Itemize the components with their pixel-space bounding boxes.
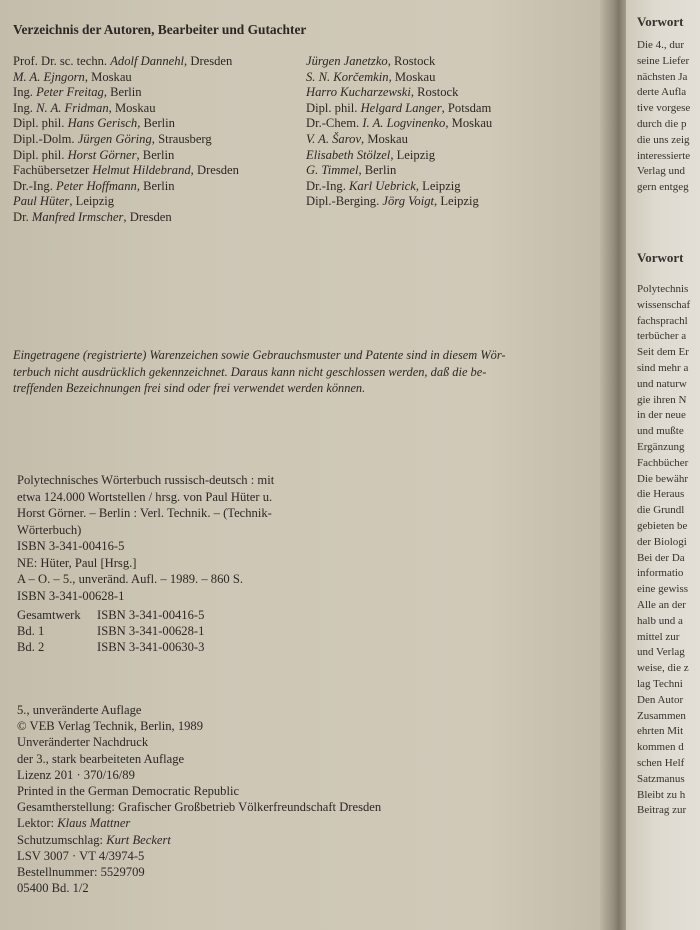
author-title: Dipl.-Berging. [306, 194, 383, 209]
author-title: Ing. [13, 100, 37, 115]
author-title: Dr.-Ing. [13, 178, 57, 193]
cip-line: ISBN 3-341-00416-5 [17, 539, 125, 553]
cip-line: Polytechnisches Wörterbuch russisch-deutsch : mit [17, 473, 275, 487]
author-title: Dr.-Chem. [306, 116, 363, 131]
author-title: Fachübersetzer [13, 163, 93, 178]
vorwort-title-2: Vorwort [637, 250, 684, 265]
vorwort-line: tive vorgese [637, 102, 691, 115]
lsv-line: LSV 3007 · VT 4/3974-5 [17, 848, 145, 863]
production-line: Gesamtherstellung: Grafischer Großbetrieb Völkerfreundschaft Dresden [17, 800, 382, 815]
cip-line: A – O. – 5., unveränd. Aufl. – 1989. – 860 S. [17, 572, 243, 586]
author-entry [306, 116, 492, 132]
author-entry [13, 54, 239, 70]
vorwort-text-1 [637, 38, 690, 196]
vorwort-line: und mußte [637, 425, 684, 438]
vorwort-section-2 [637, 250, 690, 819]
author-city: , Berlin [103, 85, 142, 100]
author-entry [306, 85, 492, 101]
author-city: , Berlin [136, 178, 175, 193]
vorwort-line: schen Helf [637, 756, 685, 769]
author-city: , Dresden [123, 209, 172, 224]
vorwort-line: wissenschaf [637, 298, 691, 311]
author-city: , Dresden [184, 54, 233, 68]
author-name: Peter Hoffmann [56, 178, 137, 193]
trademark-line: treffenden Bezeichnungen frei sind oder frei verwendet werden können. [13, 381, 366, 395]
vorwort-line: gie ihren N [637, 393, 687, 406]
vorwort-line: halb und a [637, 614, 683, 627]
author-name: Horst Görner [67, 147, 137, 162]
author-name: Helgard Langer [360, 100, 442, 115]
author-entry [13, 85, 239, 101]
author-name: S. N. Korčemkin [306, 69, 389, 84]
isbn-value: ISBN 3-341-00416-5 [97, 608, 205, 622]
author-city: , Leipzig [69, 194, 115, 209]
vorwort-line: kommen d [637, 741, 684, 754]
vorwort-line: Den Autor [637, 693, 684, 706]
author-entry [13, 70, 239, 86]
vorwort-line: Beitrag zur [637, 804, 687, 817]
author-city: , Moskau [84, 69, 132, 84]
isbn-value: ISBN 3-341-00628-1 [97, 624, 205, 639]
isbn-label: Bd. 1 [17, 624, 45, 639]
vorwort-line: Die bewähr [637, 472, 689, 485]
author-name: Peter Freitag [36, 85, 104, 100]
author-name: N. A. Fridman [36, 100, 109, 115]
reprint-of-line: der 3., stark bearbeiteten Auflage [17, 751, 185, 766]
vorwort-line: Fachbücher [637, 456, 689, 469]
cataloging-in-publication [17, 472, 274, 604]
author-title: Dipl. phil. [13, 147, 68, 162]
vorwort-line: eine gewiss [637, 583, 689, 596]
authors-heading: Verzeichnis der Autoren, Bearbeiter und Gutachter [13, 22, 307, 37]
author-name: Adolf Dannehl [110, 54, 185, 68]
vorwort-line: Satzmanus [637, 772, 685, 785]
code-line: 05400 Bd. 1/2 [17, 881, 89, 896]
author-city: , Potsdam [441, 100, 492, 115]
trademark-notice [13, 347, 593, 397]
vorwort-line: die uns zeig [637, 133, 690, 146]
author-title: Dipl.-Dolm. [13, 131, 78, 146]
cip-line: etwa 124.000 Wortstellen / hrsg. von Paul Hüter u. [17, 489, 273, 504]
vorwort-line: Polytechnis [637, 283, 689, 295]
author-name: Karl Uebrick [349, 178, 416, 193]
vorwort-line: weise, die z [637, 662, 689, 675]
author-entry [13, 179, 239, 195]
author-title: Prof. Dr. sc. techn. [13, 54, 111, 68]
vorwort-line: fachsprachl [637, 314, 688, 327]
printed-line: Printed in the German Democratic Republic [17, 783, 240, 798]
isbn-label: Gesamtwerk [17, 608, 81, 622]
author-name: Helmut Hildebrand [92, 163, 191, 178]
vorwort-line: durch die p [637, 117, 687, 130]
vorwort-line: mittel zur [637, 630, 680, 643]
author-name: Jörg Voigt [382, 194, 435, 209]
cip-line: NE: Hüter, Paul [Hrsg.] [17, 555, 137, 570]
cip-line: Horst Görner. – Berlin : Verl. Technik. – (Technik- [17, 506, 272, 520]
author-city: , Moskau [388, 69, 436, 84]
author-city: , Strausberg [151, 131, 212, 146]
vorwort-line: Verlag und [637, 165, 685, 178]
author-entry [306, 194, 492, 210]
isbn-value: ISBN 3-341-00630-3 [97, 640, 205, 655]
vorwort-line: seine Liefer [637, 54, 690, 67]
author-city: , Moskau [108, 100, 156, 115]
author-city: , Berlin [358, 163, 397, 178]
author-entry [13, 101, 239, 117]
author-name: I. A. Logvinenko [362, 116, 446, 131]
vorwort-line: in der neue [637, 409, 686, 422]
vorwort-line: Bleibt zu h [637, 788, 686, 801]
author-entry [306, 179, 492, 195]
author-title: Dr. [13, 209, 32, 224]
author-entry [13, 210, 239, 226]
author-name: G. Timmel [306, 163, 359, 178]
copyright-line: © VEB Verlag Technik, Berlin, 1989 [17, 719, 204, 734]
vorwort-line: informatio [637, 567, 684, 580]
vorwort-line: Die 4., dur [637, 39, 685, 51]
author-title: Dipl. phil. [306, 100, 361, 115]
editor-line: Lektor: Klaus Mattner [17, 816, 131, 831]
author-title: Dipl. phil. [13, 116, 68, 131]
author-entry [13, 132, 239, 148]
author-entry [306, 54, 492, 70]
author-city: , Leipzig [415, 178, 461, 193]
right-page [626, 0, 700, 930]
author-title: Ing. [13, 85, 37, 100]
vorwort-line: und Verlag [637, 646, 685, 659]
vorwort-line: die Grundl [637, 504, 685, 517]
author-city: , Leipzig [390, 147, 436, 162]
vorwort-line: lag Techni [637, 677, 683, 690]
vorwort-line: Ergänzung [637, 440, 685, 453]
vorwort-line: derte Aufla [637, 86, 687, 99]
vorwort-line: Zusammen [637, 709, 686, 722]
author-name: Jürgen Göring [77, 131, 152, 146]
author-entry [13, 163, 239, 179]
author-title: Dr.-Ing. [306, 178, 350, 193]
author-entry [13, 148, 239, 164]
author-entry [306, 132, 492, 148]
author-city: , Moskau [361, 131, 408, 146]
vorwort-line: Alle an der [637, 598, 686, 611]
author-entry [306, 148, 492, 164]
vorwort-section-1 [637, 14, 690, 196]
vorwort-line: ehrten Mit [637, 725, 684, 738]
author-city: , Rostock [387, 54, 436, 68]
author-city: , Berlin [136, 147, 175, 162]
cover-line: Schutzumschlag: Kurt Beckert [17, 832, 171, 847]
vorwort-title-1: Vorwort [637, 14, 684, 29]
vorwort-line: gebieten be [637, 519, 688, 532]
vorwort-line: gern entgeg [637, 181, 689, 194]
author-name: Paul Hüter [13, 194, 70, 209]
author-name: Elisabeth Stölzel [306, 147, 391, 162]
author-city: , Dresden [190, 163, 239, 178]
author-entry [306, 70, 492, 86]
author-name: Jürgen Janetzko [306, 54, 388, 68]
trademark-line: terbuch nicht ausdrücklich gekennzeichnet. Daraus kann nicht geschlossen werden, daß die be- [13, 364, 487, 379]
imprint-block [17, 702, 381, 896]
cip-line: ISBN 3-341-00628-1 [17, 588, 125, 603]
order-number-line: Bestellnummer: 5529709 [17, 864, 145, 879]
author-city: , Berlin [137, 116, 175, 131]
editor-name: Klaus Mattner [57, 816, 131, 831]
author-name: Manfred Irmscher [31, 209, 124, 224]
license-line: Lizenz 201 · 370/16/89 [17, 767, 135, 782]
vorwort-line: interessierte [637, 149, 691, 162]
isbn-label: Bd. 2 [17, 640, 45, 655]
vorwort-line: nächsten Ja [637, 70, 688, 83]
author-entry [13, 116, 239, 132]
author-city: , Moskau [445, 116, 493, 131]
edition-line: 5., unveränderte Auflage [17, 703, 142, 717]
vorwort-line: der Biologi [637, 535, 687, 548]
authors-column-2 [306, 54, 492, 210]
trademark-line: Eingetragene (registrierte) Warenzeichen sowie Gebrauchsmuster und Patente sind in diesem Wör- [13, 348, 506, 362]
author-entry [306, 163, 492, 179]
author-city: , Leipzig [434, 194, 479, 209]
authors-column-1 [13, 54, 239, 226]
author-name: M. A. Ejngorn [13, 69, 85, 84]
author-name: Hans Gerisch [67, 116, 138, 131]
author-city: , Rostock [410, 85, 459, 100]
author-entry [13, 194, 239, 210]
cover-designer-name: Kurt Beckert [106, 832, 171, 847]
author-name: V. A. Šarov [306, 131, 362, 146]
vorwort-line: und naturw [637, 377, 687, 390]
author-name: Harro Kucharzewski [306, 85, 411, 100]
vorwort-line: Seit dem Er [637, 346, 689, 359]
vorwort-line: Bei der Da [637, 551, 685, 564]
vorwort-text-2 [637, 282, 690, 819]
reprint-line: Unveränderter Nachdruck [17, 735, 149, 750]
vorwort-line: sind mehr a [637, 361, 689, 374]
cip-line: Wörterbuch) [17, 522, 82, 537]
author-entry [306, 101, 492, 117]
vorwort-line: die Heraus [637, 488, 685, 501]
vorwort-line: terbücher a [637, 330, 687, 343]
